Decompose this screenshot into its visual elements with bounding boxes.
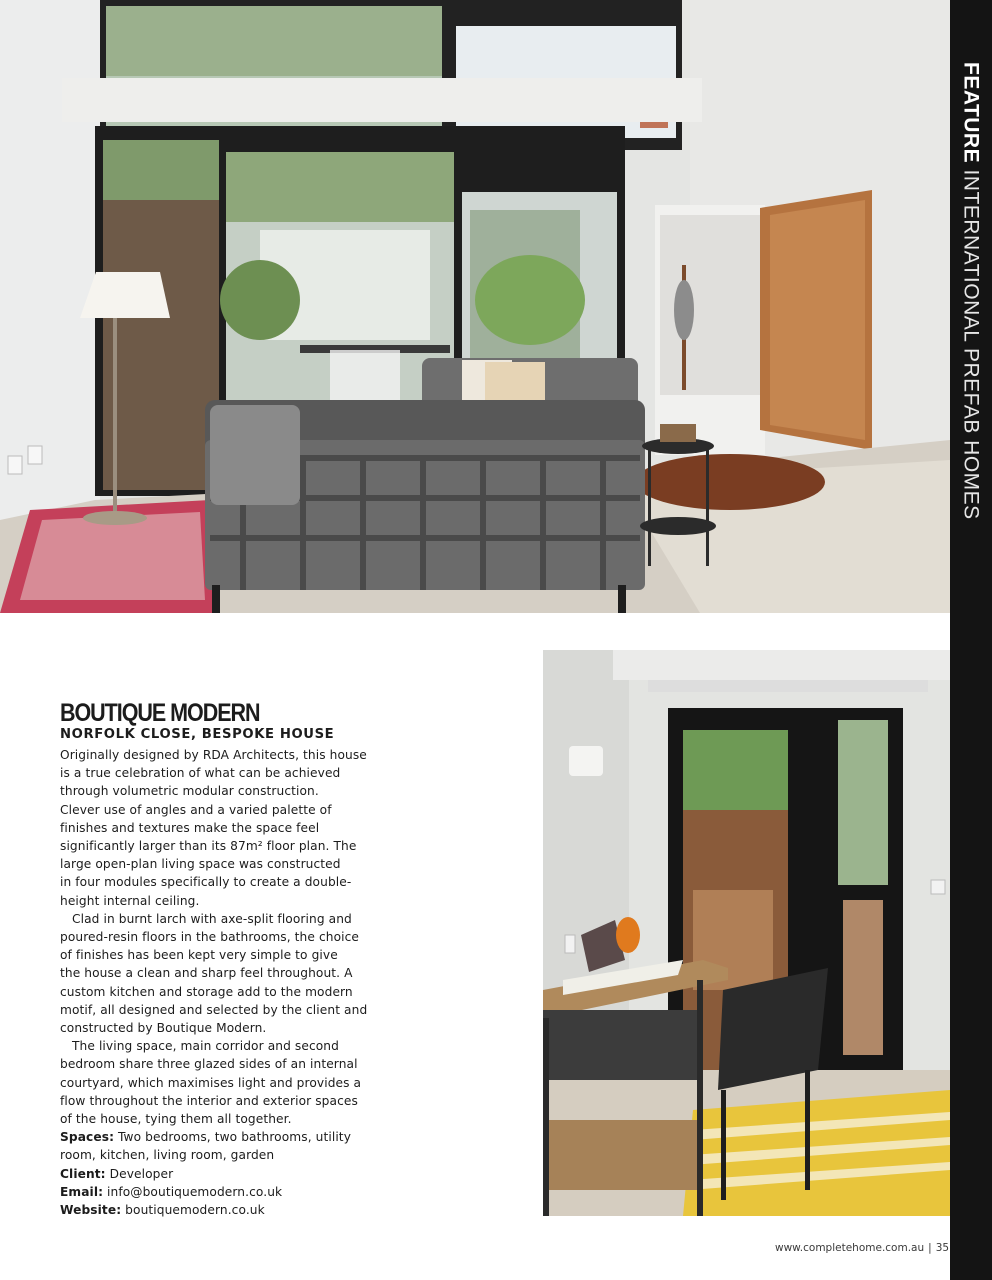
text-line: Originally designed by RDA Architects, this house <box>60 748 367 762</box>
text-line: Clever use of angles and a varied palette of <box>60 802 332 817</box>
text-line: in four modules specifically to create a double- <box>60 875 352 890</box>
text-line: poured-resin floors in the bathrooms, the choice <box>60 930 360 945</box>
fact-client <box>60 1165 360 1183</box>
article-subtitle: NORFOLK CLOSE, BESPOKE HOUSE <box>60 727 335 742</box>
text-line: large open-plan living space was constructed <box>60 857 341 872</box>
text-line: finishes and textures make the space feel <box>60 820 320 835</box>
fact-spaces <box>60 1128 360 1146</box>
living-room-photo <box>0 0 950 613</box>
footer-url[interactable]: www.completehome.com.au <box>775 1242 925 1254</box>
text-line: The living space, main corridor and second <box>72 1039 339 1054</box>
text-line: motif, all designed and selected by the client and <box>60 1002 368 1017</box>
article <box>60 699 368 1219</box>
text-line: Clad in burnt larch with axe-split flooring and <box>72 911 352 926</box>
fact-value: Two bedrooms, two bathrooms, utility <box>114 1130 352 1145</box>
section-label: FEATURE <box>959 62 983 164</box>
text-line: bedroom share three glazed sides of an internal <box>60 1057 358 1072</box>
fact-label: Client: <box>60 1166 106 1181</box>
text-line: constructed by Boutique Modern. <box>60 1021 267 1036</box>
fact-spaces-continued <box>60 1146 360 1164</box>
article-paragraph <box>60 746 367 910</box>
fact-email <box>60 1183 360 1201</box>
text-line: the house a clean and sharp feel throughout. A <box>60 966 353 981</box>
page-number: 35 <box>935 1242 950 1254</box>
email-address[interactable]: info@boutiquemodern.co.uk <box>103 1184 283 1199</box>
fact-value: room, kitchen, living room, garden <box>60 1148 275 1163</box>
fact-value: Developer <box>105 1166 174 1181</box>
text-line: courtyard, which maximises light and provides a <box>60 1075 362 1090</box>
text-line: is a true celebration of what can be achieved <box>60 766 341 781</box>
text-line: flow throughout the interior and exterior spaces <box>60 1093 358 1108</box>
text-line: of finishes has been kept very simple to give <box>60 948 338 963</box>
article-title: BOUTIQUE MODERN <box>60 699 260 727</box>
fact-website <box>60 1201 360 1219</box>
fact-label: Spaces: <box>60 1130 115 1145</box>
section-tab <box>961 62 982 520</box>
text-line: significantly larger than its 87m² floor plan. The <box>60 839 357 854</box>
section-topic: INTERNATIONAL PREFAB HOMES <box>959 169 983 520</box>
article-paragraph <box>60 1037 360 1128</box>
text-line: height internal ceiling. <box>60 893 200 908</box>
text-line: custom kitchen and storage add to the modern <box>60 984 353 999</box>
text-line: of the house, tying them all together. <box>60 1112 292 1127</box>
footer-separator: | <box>928 1242 932 1254</box>
website-link[interactable]: boutiquemodern.co.uk <box>121 1203 265 1218</box>
text-line: through volumetric modular construction. <box>60 784 319 799</box>
study-room-photo <box>543 650 950 1216</box>
page-footer <box>775 1242 949 1254</box>
article-paragraph <box>60 910 368 1037</box>
fact-label: Email: <box>60 1184 104 1199</box>
fact-label: Website: <box>60 1203 122 1218</box>
